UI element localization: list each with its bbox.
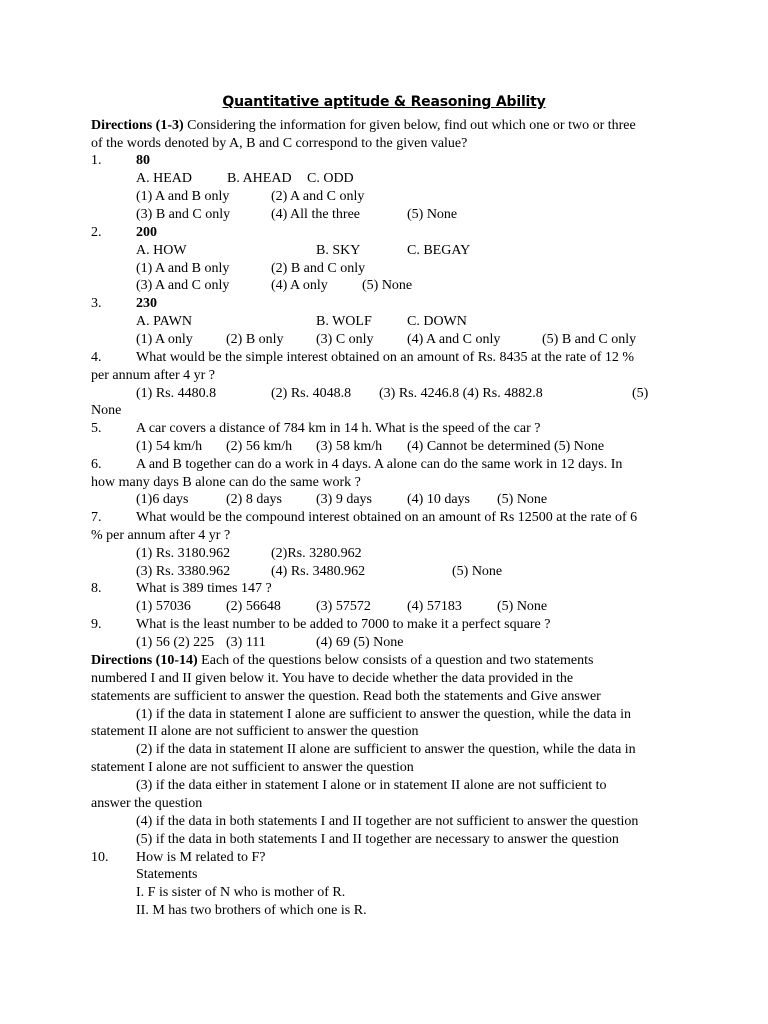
option-1: (1) Rs. 3180.962 bbox=[136, 546, 231, 561]
option-5-text: None bbox=[91, 403, 122, 418]
word-c: C. BEGAY bbox=[407, 243, 471, 258]
question-text: What is the least number to be added to 7000 to make it a perfect square ? bbox=[136, 617, 551, 632]
option-3: (3) 9 days bbox=[316, 492, 372, 507]
directions-label: Directions (10-14) bbox=[91, 653, 198, 668]
question-number: 9. bbox=[91, 617, 102, 632]
option-2: (2) B only bbox=[226, 332, 284, 347]
word-c: C. DOWN bbox=[407, 314, 467, 329]
option-3: (3) Rs. 3380.962 bbox=[136, 564, 231, 579]
answer-rule-5: (5) if the data in both statements I and II together are necessary to answer the question bbox=[136, 832, 619, 847]
word-a: A. HEAD bbox=[136, 171, 192, 186]
directions-text: Considering the information for given below, find out which one or two or three bbox=[187, 118, 636, 133]
option-1: (1) A and B only bbox=[136, 261, 230, 276]
answer-rule-2: (2) if the data in statement II alone are sufficient to answer the question, while the data in bbox=[136, 742, 636, 757]
option-1-2: (1) 56 (2) 225 bbox=[136, 635, 215, 650]
option-5: (5) None bbox=[407, 207, 458, 222]
directions-text-line: statements are sufficient to answer the question. Read both the statements and Give answer bbox=[91, 689, 601, 704]
word-a: A. HOW bbox=[136, 243, 187, 258]
question-value: 200 bbox=[136, 225, 157, 240]
question-number: 1. bbox=[91, 153, 102, 168]
question-text: What is 389 times 147 ? bbox=[136, 581, 272, 596]
directions-text-line: numbered I and II given below it. You have to decide whether the data provided in the bbox=[91, 671, 574, 686]
question-number: 5. bbox=[91, 421, 102, 436]
option-5: (5) bbox=[632, 386, 649, 401]
option-1: (1) A and B only bbox=[136, 189, 230, 204]
answer-rule-3-line: answer the question bbox=[91, 796, 203, 811]
question-text: What would be the simple interest obtained on an amount of Rs. 8435 at the rate of 12 % bbox=[136, 350, 635, 365]
answer-rule-1-line: statement II alone are not sufficient to answer the question bbox=[91, 724, 419, 739]
option-4: (4) 10 days bbox=[407, 492, 470, 507]
option-2: (2) B and C only bbox=[271, 261, 366, 276]
question-text: A and B together can do a work in 4 days. A alone can do the same work in 12 days. In bbox=[136, 457, 623, 472]
option-2: (2) A and C only bbox=[271, 189, 365, 204]
option-4: (4) Rs. 3480.962 bbox=[271, 564, 366, 579]
option-5: (5) None bbox=[497, 492, 548, 507]
statement-1: I. F is sister of N who is mother of R. bbox=[136, 885, 346, 900]
question-number: 10. bbox=[91, 850, 109, 865]
question-text: How is M related to F? bbox=[136, 850, 266, 865]
directions-text-line: of the words denoted by A, B and C correspond to the given value? bbox=[91, 136, 468, 151]
option-5: (5) None bbox=[452, 564, 503, 579]
directions-text: Each of the questions below consists of a question and two statements bbox=[201, 653, 594, 668]
answer-rule-3: (3) if the data either in statement I alone or in statement II alone are not sufficient to bbox=[136, 778, 607, 793]
word-c: C. ODD bbox=[307, 171, 354, 186]
word-a: A. PAWN bbox=[136, 314, 192, 329]
option-3: (3) A and C only bbox=[136, 278, 230, 293]
question-number: 4. bbox=[91, 350, 102, 365]
directions-label: Directions (1-3) bbox=[91, 118, 184, 133]
question-text-line: per annum after 4 yr ? bbox=[91, 368, 215, 383]
option-3: (3) B and C only bbox=[136, 207, 231, 222]
option-1: (1) 54 km/h bbox=[136, 439, 203, 454]
option-5: (5) None bbox=[362, 278, 413, 293]
option-3: (3) 111 bbox=[226, 635, 266, 650]
question-number: 3. bbox=[91, 296, 102, 311]
question-text: What would be the compound interest obtained on an amount of Rs 12500 at the rate of 6 bbox=[136, 510, 638, 525]
question-value: 230 bbox=[136, 296, 157, 311]
option-1: (1)6 days bbox=[136, 492, 189, 507]
word-b: B. WOLF bbox=[316, 314, 372, 329]
option-4: (4) All the three bbox=[271, 207, 361, 222]
option-5: (5) B and C only bbox=[542, 332, 637, 347]
question-value: 80 bbox=[136, 153, 150, 168]
page-title: Quantitative aptitude & Reasoning Ability bbox=[222, 94, 546, 110]
option-2: (2) 56 km/h bbox=[226, 439, 293, 454]
question-text: A car covers a distance of 784 km in 14 h. What is the speed of the car ? bbox=[136, 421, 541, 436]
option-4: (4) A only bbox=[271, 278, 328, 293]
option-3: (3) 57572 bbox=[316, 599, 371, 614]
option-4-5: (4) 69 (5) None bbox=[316, 635, 404, 650]
option-2: (2)Rs. 3280.962 bbox=[271, 546, 362, 561]
question-number: 7. bbox=[91, 510, 102, 525]
question-number: 2. bbox=[91, 225, 102, 240]
option-4: (4) A and C only bbox=[407, 332, 501, 347]
option-5: (5) None bbox=[497, 599, 548, 614]
word-b: B. SKY bbox=[316, 243, 361, 258]
directions-10-14 bbox=[91, 652, 594, 669]
option-2: (2) Rs. 4048.8 bbox=[271, 386, 352, 401]
question-number: 8. bbox=[91, 581, 102, 596]
question-text-line: how many days B alone can do the same work ? bbox=[91, 475, 361, 490]
question-number: 6. bbox=[91, 457, 102, 472]
statements-heading: Statements bbox=[136, 867, 198, 882]
statement-2: II. M has two brothers of which one is R. bbox=[136, 903, 367, 918]
option-3: (3) C only bbox=[316, 332, 374, 347]
question-text-line: % per annum after 4 yr ? bbox=[91, 528, 231, 543]
option-1: (1) A only bbox=[136, 332, 193, 347]
option-4-5: (4) Cannot be determined (5) None bbox=[407, 439, 605, 454]
answer-rule-1: (1) if the data in statement I alone are sufficient to answer the question, while the data in bbox=[136, 707, 632, 722]
answer-rule-2-line: statement I alone are not sufficient to answer the question bbox=[91, 760, 414, 775]
option-1: (1) 57036 bbox=[136, 599, 191, 614]
answer-rule-4: (4) if the data in both statements I and II together are not sufficient to answer the question bbox=[136, 814, 639, 829]
directions-1-3 bbox=[91, 117, 636, 134]
option-2: (2) 8 days bbox=[226, 492, 282, 507]
option-4: (4) 57183 bbox=[407, 599, 462, 614]
word-b: B. AHEAD bbox=[227, 171, 292, 186]
option-1: (1) Rs. 4480.8 bbox=[136, 386, 217, 401]
option-2: (2) 56648 bbox=[226, 599, 281, 614]
option-3-4: (3) Rs. 4246.8 (4) Rs. 4882.8 bbox=[379, 386, 543, 401]
option-3: (3) 58 km/h bbox=[316, 439, 383, 454]
